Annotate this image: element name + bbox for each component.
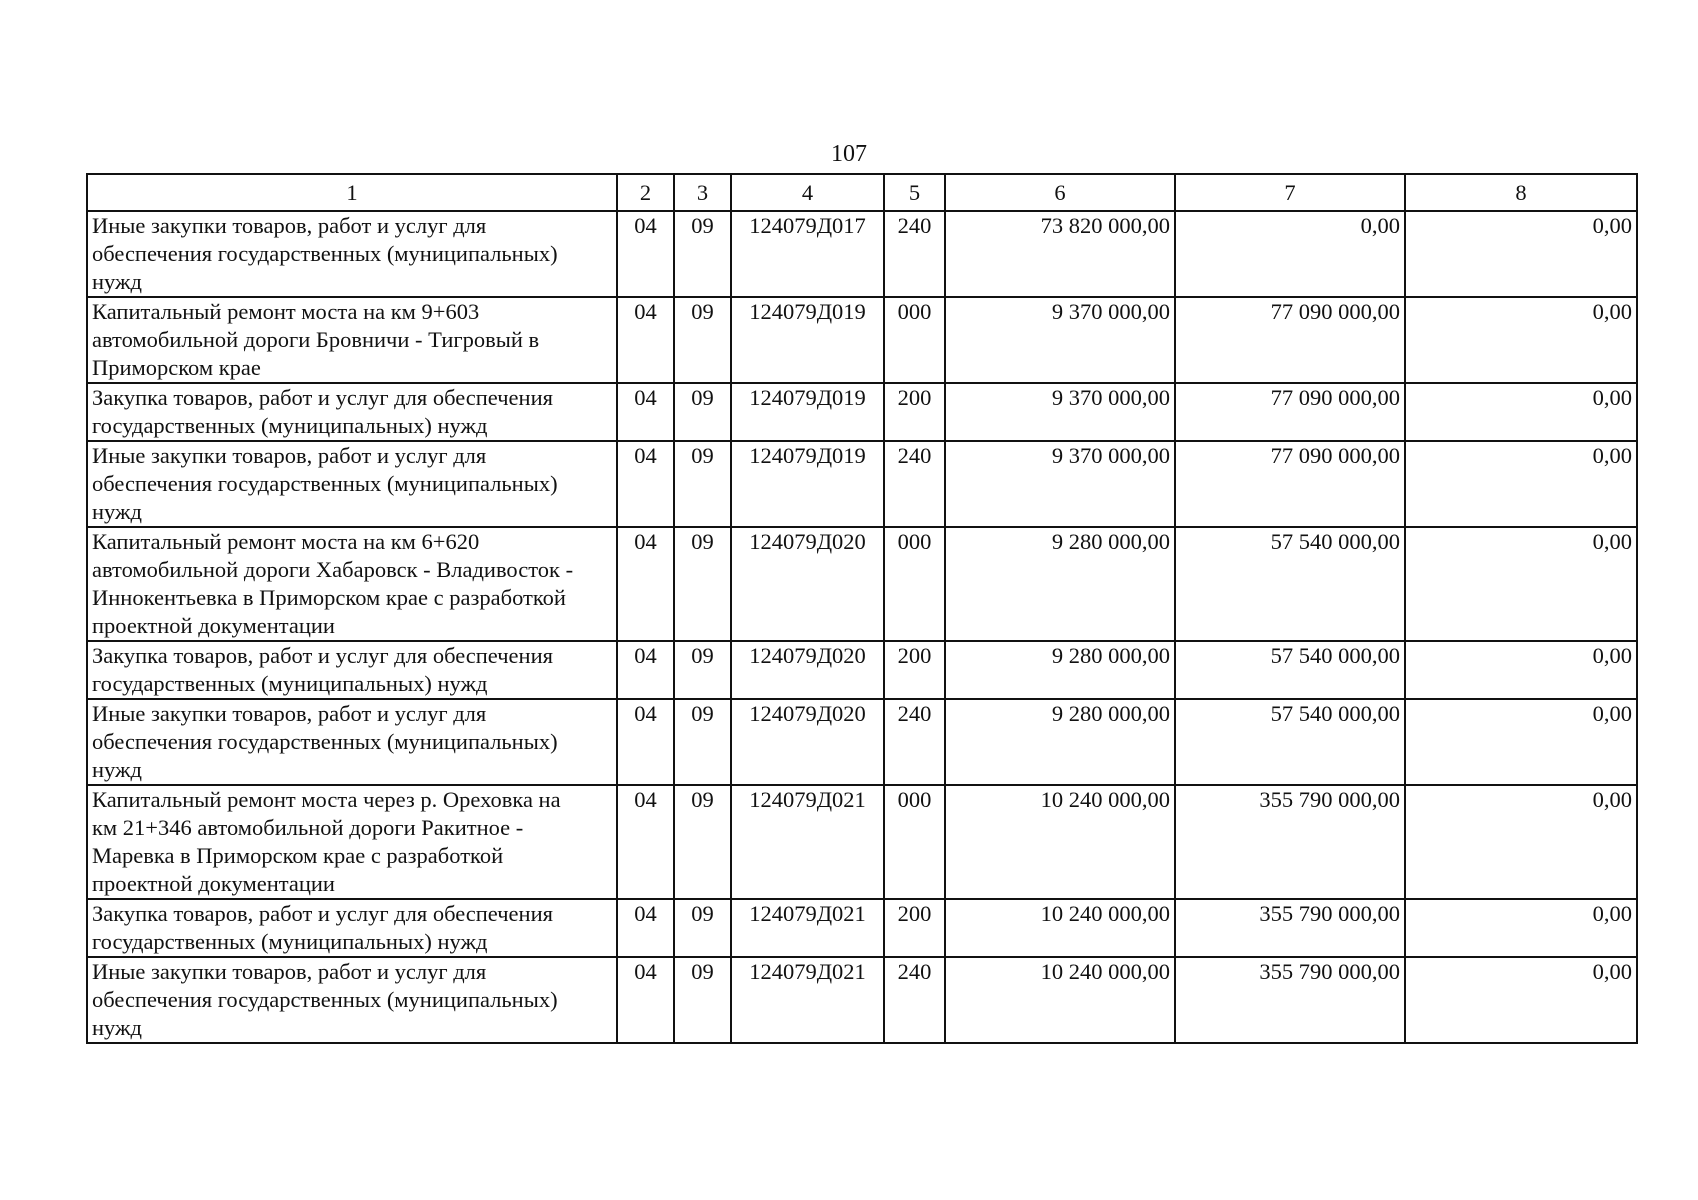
subsection-code: 09	[674, 297, 731, 383]
description-line: нужд	[92, 269, 142, 294]
description-line: обеспечения государственных (муниципальных)	[92, 241, 558, 266]
row-description	[87, 785, 617, 899]
section-code: 04	[617, 383, 674, 441]
target-article-code: 124079Д020	[731, 641, 884, 699]
description-line: государственных (муниципальных) нужд	[92, 671, 488, 696]
header-row	[87, 174, 1637, 211]
subsection-code: 09	[674, 383, 731, 441]
amount-column-6: 9 370 000,00	[945, 441, 1175, 527]
description-line: проектной документации	[92, 871, 335, 896]
amount-column-7: 57 540 000,00	[1175, 527, 1405, 641]
expense-type-code: 200	[884, 641, 945, 699]
table-row	[87, 641, 1637, 699]
target-article-code: 124079Д020	[731, 699, 884, 785]
section-code: 04	[617, 957, 674, 1043]
table-row	[87, 699, 1637, 785]
description-line: обеспечения государственных (муниципальных)	[92, 729, 558, 754]
row-description	[87, 641, 617, 699]
target-article-code: 124079Д017	[731, 211, 884, 297]
amount-column-7: 355 790 000,00	[1175, 957, 1405, 1043]
amount-column-7: 77 090 000,00	[1175, 297, 1405, 383]
description-line: Закупка товаров, работ и услуг для обеспечения	[92, 901, 553, 926]
amount-column-8: 0,00	[1405, 383, 1637, 441]
table-row	[87, 297, 1637, 383]
description-line: Иные закупки товаров, работ и услуг для	[92, 213, 487, 238]
row-description	[87, 899, 617, 957]
description-line: км 21+346 автомобильной дороги Ракитное -	[92, 815, 524, 840]
description-line: нужд	[92, 757, 142, 782]
column-header-3: 3	[674, 174, 731, 211]
description-line: нужд	[92, 1015, 142, 1040]
target-article-code: 124079Д020	[731, 527, 884, 641]
description-line: Иннокентьевка в Приморском крае с разработкой	[92, 585, 566, 610]
expense-type-code: 200	[884, 383, 945, 441]
amount-column-7: 355 790 000,00	[1175, 899, 1405, 957]
row-description	[87, 441, 617, 527]
description-line: Приморском крае	[92, 355, 261, 380]
description-line: Маревка в Приморском крае с разработкой	[92, 843, 504, 868]
description-line: Капитальный ремонт моста через р. Ореховка на	[92, 787, 561, 812]
amount-column-8: 0,00	[1405, 957, 1637, 1043]
expense-type-code: 240	[884, 699, 945, 785]
description-line: обеспечения государственных (муниципальных)	[92, 987, 558, 1012]
expense-type-code: 200	[884, 899, 945, 957]
amount-column-7: 57 540 000,00	[1175, 699, 1405, 785]
amount-column-6: 10 240 000,00	[945, 899, 1175, 957]
section-code: 04	[617, 641, 674, 699]
subsection-code: 09	[674, 957, 731, 1043]
column-header-2: 2	[617, 174, 674, 211]
column-header-8: 8	[1405, 174, 1637, 211]
description-line: обеспечения государственных (муниципальных)	[92, 471, 558, 496]
column-header-7: 7	[1175, 174, 1405, 211]
amount-column-6: 10 240 000,00	[945, 785, 1175, 899]
description-line: Капитальный ремонт моста на км 6+620	[92, 529, 480, 554]
row-description	[87, 297, 617, 383]
subsection-code: 09	[674, 527, 731, 641]
section-code: 04	[617, 441, 674, 527]
column-header-4: 4	[731, 174, 884, 211]
table-row	[87, 785, 1637, 899]
expense-type-code: 000	[884, 527, 945, 641]
amount-column-8: 0,00	[1405, 527, 1637, 641]
subsection-code: 09	[674, 899, 731, 957]
row-description	[87, 527, 617, 641]
amount-column-8: 0,00	[1405, 641, 1637, 699]
subsection-code: 09	[674, 211, 731, 297]
table-body	[87, 211, 1637, 1043]
table-row	[87, 211, 1637, 297]
amount-column-8: 0,00	[1405, 211, 1637, 297]
expense-type-code: 000	[884, 785, 945, 899]
description-line: автомобильной дороги Хабаровск - Владивосток -	[92, 557, 574, 582]
row-description	[87, 383, 617, 441]
table-row	[87, 957, 1637, 1043]
description-line: автомобильной дороги Бровничи - Тигровый в	[92, 327, 540, 352]
amount-column-7: 77 090 000,00	[1175, 441, 1405, 527]
target-article-code: 124079Д021	[731, 899, 884, 957]
subsection-code: 09	[674, 441, 731, 527]
expense-type-code: 240	[884, 441, 945, 527]
table-row	[87, 527, 1637, 641]
description-line: государственных (муниципальных) нужд	[92, 413, 488, 438]
subsection-code: 09	[674, 699, 731, 785]
column-header-5: 5	[884, 174, 945, 211]
table-row	[87, 383, 1637, 441]
amount-column-7: 0,00	[1175, 211, 1405, 297]
table-row	[87, 441, 1637, 527]
amount-column-7: 77 090 000,00	[1175, 383, 1405, 441]
subsection-code: 09	[674, 641, 731, 699]
target-article-code: 124079Д021	[731, 957, 884, 1043]
description-line: проектной документации	[92, 613, 335, 638]
target-article-code: 124079Д019	[731, 441, 884, 527]
description-line: государственных (муниципальных) нужд	[92, 929, 488, 954]
amount-column-6: 9 280 000,00	[945, 699, 1175, 785]
amount-column-6: 9 370 000,00	[945, 383, 1175, 441]
section-code: 04	[617, 527, 674, 641]
row-description	[87, 211, 617, 297]
section-code: 04	[617, 785, 674, 899]
amount-column-6: 10 240 000,00	[945, 957, 1175, 1043]
expense-type-code: 000	[884, 297, 945, 383]
column-header-1: 1	[87, 174, 617, 211]
target-article-code: 124079Д021	[731, 785, 884, 899]
description-line: Капитальный ремонт моста на км 9+603	[92, 299, 480, 324]
row-description	[87, 699, 617, 785]
amount-column-8: 0,00	[1405, 441, 1637, 527]
expense-type-code: 240	[884, 957, 945, 1043]
amount-column-8: 0,00	[1405, 785, 1637, 899]
amount-column-6: 73 820 000,00	[945, 211, 1175, 297]
amount-column-6: 9 280 000,00	[945, 527, 1175, 641]
amount-column-7: 57 540 000,00	[1175, 641, 1405, 699]
amount-column-6: 9 370 000,00	[945, 297, 1175, 383]
column-header-6: 6	[945, 174, 1175, 211]
description-line: Иные закупки товаров, работ и услуг для	[92, 443, 487, 468]
expense-type-code: 240	[884, 211, 945, 297]
section-code: 04	[617, 211, 674, 297]
description-line: Иные закупки товаров, работ и услуг для	[92, 959, 487, 984]
page-number: 107	[831, 141, 867, 167]
description-line: нужд	[92, 499, 142, 524]
row-description	[87, 957, 617, 1043]
description-line: Закупка товаров, работ и услуг для обеспечения	[92, 643, 553, 668]
subsection-code: 09	[674, 785, 731, 899]
amount-column-8: 0,00	[1405, 699, 1637, 785]
section-code: 04	[617, 699, 674, 785]
section-code: 04	[617, 899, 674, 957]
amount-column-8: 0,00	[1405, 899, 1637, 957]
description-line: Иные закупки товаров, работ и услуг для	[92, 701, 487, 726]
table-row	[87, 899, 1637, 957]
amount-column-7: 355 790 000,00	[1175, 785, 1405, 899]
amount-column-6: 9 280 000,00	[945, 641, 1175, 699]
target-article-code: 124079Д019	[731, 297, 884, 383]
section-code: 04	[617, 297, 674, 383]
target-article-code: 124079Д019	[731, 383, 884, 441]
budget-table	[86, 173, 1638, 1044]
description-line: Закупка товаров, работ и услуг для обеспечения	[92, 385, 553, 410]
amount-column-8: 0,00	[1405, 297, 1637, 383]
